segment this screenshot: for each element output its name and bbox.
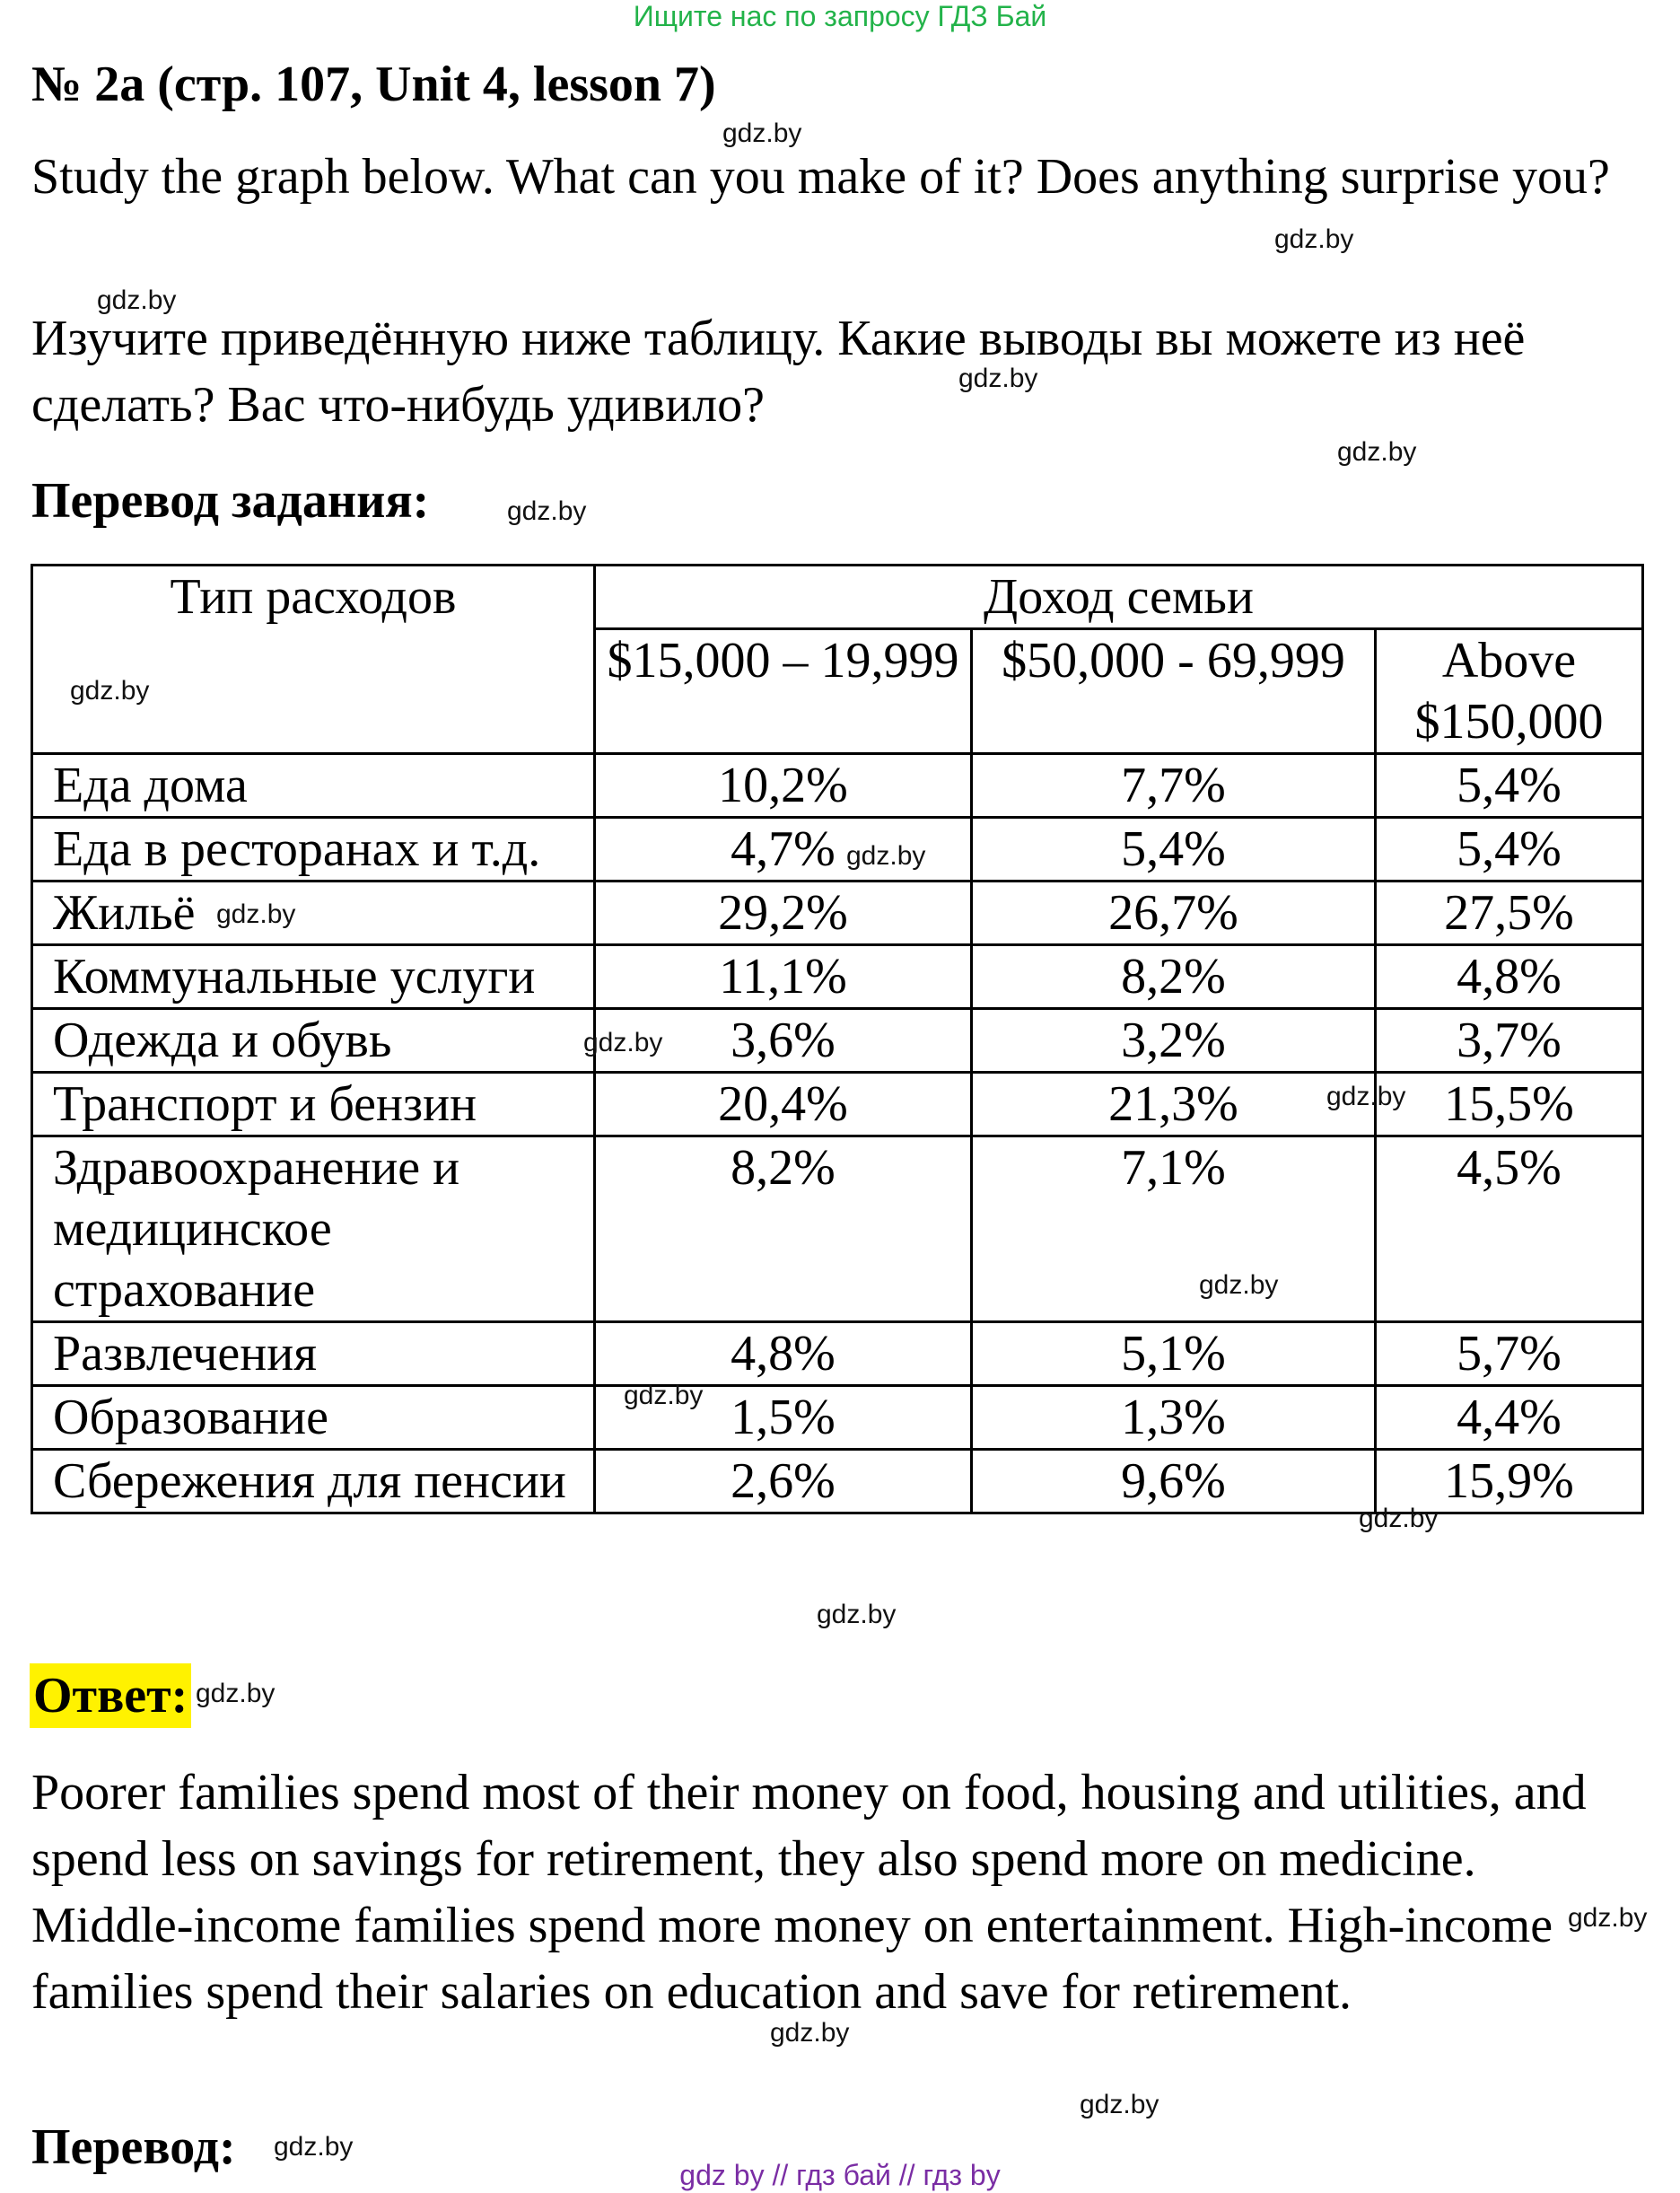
- watermark: gdz.by: [1199, 1270, 1279, 1300]
- answer-label: Ответ:: [30, 1663, 191, 1728]
- watermark: gdz.by: [196, 1679, 276, 1708]
- row-label: Развлечения: [32, 1322, 595, 1386]
- header-family-income: Доход семьи: [595, 566, 1643, 629]
- row-value: 15,5%: [1376, 1073, 1643, 1136]
- income-col-2: $50,000 - 69,999: [972, 629, 1376, 754]
- row-value: 3,2%: [972, 1009, 1376, 1073]
- watermark: gdz.by: [958, 364, 1038, 393]
- expenses-table: [31, 564, 1644, 1514]
- row-value: 2,6%: [595, 1450, 972, 1513]
- row-value: 7,7%: [972, 754, 1376, 818]
- footer-links[interactable]: gdz by // гдз бай // гдз by: [679, 2159, 1001, 2191]
- row-value: 4,4%: [1376, 1386, 1643, 1450]
- watermark: gdz.by: [97, 285, 177, 315]
- row-value: 3,6%: [595, 1009, 972, 1073]
- table-row: [32, 1009, 1643, 1073]
- row-value: 4,7%: [595, 818, 972, 882]
- task-russian: Изучите приведённую ниже таблицу. Какие выводы вы можете из неё сделать? Вас что-нибудь удивило?: [31, 311, 1526, 433]
- top-banner[interactable]: Ищите нас по запросу ГДЗ Бай: [633, 0, 1047, 32]
- row-value: 5,4%: [972, 818, 1376, 882]
- row-value: 27,5%: [1376, 882, 1643, 945]
- answer-text: Poorer families spend most of their money on food, housing and utilities, and spend less on savings for retirement, they also spend more on medicine. Middle-income families spend more money on entertainment. High-income families spend their salaries on education and save for retirement.: [31, 1765, 1587, 2020]
- watermark: gdz.by: [583, 1028, 663, 1057]
- row-label: Сбережения для пенсии: [32, 1450, 595, 1513]
- row-label: Еда в ресторанах и т.д.: [32, 818, 595, 882]
- watermark: gdz.by: [1326, 1082, 1406, 1111]
- table-row: [32, 1322, 1643, 1386]
- watermark: gdz.by: [624, 1381, 704, 1410]
- income-col-3: Above $150,000: [1376, 629, 1643, 754]
- row-value: 5,4%: [1376, 818, 1643, 882]
- row-value: 8,2%: [972, 945, 1376, 1009]
- row-label: Одежда и обувь: [32, 1009, 595, 1073]
- header-expense-type: [32, 566, 595, 754]
- row-value: 4,8%: [1376, 945, 1643, 1009]
- watermark: gdz.by: [1359, 1504, 1439, 1533]
- table-row: [32, 818, 1643, 882]
- row-value: 10,2%: [595, 754, 972, 818]
- watermark: gdz.by: [817, 1600, 897, 1629]
- row-label: Жильё: [32, 882, 595, 945]
- row-label: Транспорт и бензин: [32, 1073, 595, 1136]
- row-value: 9,6%: [972, 1450, 1376, 1513]
- row-value: 4,5%: [1376, 1136, 1643, 1322]
- watermark: gdz.by: [1568, 1903, 1648, 1933]
- translation-label: Перевод:: [31, 2119, 236, 2175]
- watermark: gdz.by: [1337, 437, 1417, 467]
- row-value: 5,4%: [1376, 754, 1643, 818]
- watermark: gdz.by: [274, 2132, 354, 2162]
- row-value: 21,3%: [972, 1073, 1376, 1136]
- row-label: Образование: [32, 1386, 595, 1450]
- row-value: 3,7%: [1376, 1009, 1643, 1073]
- row-value: 11,1%: [595, 945, 972, 1009]
- row-value: 5,7%: [1376, 1322, 1643, 1386]
- watermark: gdz.by: [722, 118, 802, 148]
- row-value: 7,1%: [972, 1136, 1376, 1322]
- row-value: 5,1%: [972, 1322, 1376, 1386]
- watermark: gdz.by: [846, 841, 926, 871]
- row-value: 20,4%: [595, 1073, 972, 1136]
- header-expense-type-text: Тип расходов: [170, 569, 457, 625]
- watermark: gdz.by: [1274, 224, 1354, 254]
- row-value: 1,5%: [595, 1386, 972, 1450]
- row-label: Коммунальные услуги: [32, 945, 595, 1009]
- table-row: [32, 945, 1643, 1009]
- table-row: [32, 754, 1643, 818]
- watermark: gdz.by: [770, 2018, 850, 2048]
- table-row: [32, 1386, 1643, 1450]
- row-value: 26,7%: [972, 882, 1376, 945]
- row-value: 29,2%: [595, 882, 972, 945]
- row-label: Еда дома: [32, 754, 595, 818]
- table-row: [32, 1136, 1643, 1322]
- task-english: Study the graph below. What can you make of it? Does anything surprise you?: [31, 149, 1610, 205]
- watermark: gdz.by: [216, 899, 296, 929]
- row-value: 15,9%: [1376, 1450, 1643, 1513]
- watermark: gdz.by: [70, 676, 150, 706]
- row-label: Здравоохранение и медицинское страхование: [32, 1136, 595, 1322]
- row-value: 8,2%: [595, 1136, 972, 1322]
- watermark: gdz.by: [1080, 2090, 1159, 2119]
- row-value: 1,3%: [972, 1386, 1376, 1450]
- exercise-heading: № 2а (стр. 107, Unit 4, lesson 7): [31, 57, 716, 112]
- watermark: gdz.by: [507, 496, 587, 526]
- income-col-1: $15,000 – 19,999: [595, 629, 972, 754]
- task-translation-title: Перевод задания:: [31, 473, 430, 529]
- row-value: 4,8%: [595, 1322, 972, 1386]
